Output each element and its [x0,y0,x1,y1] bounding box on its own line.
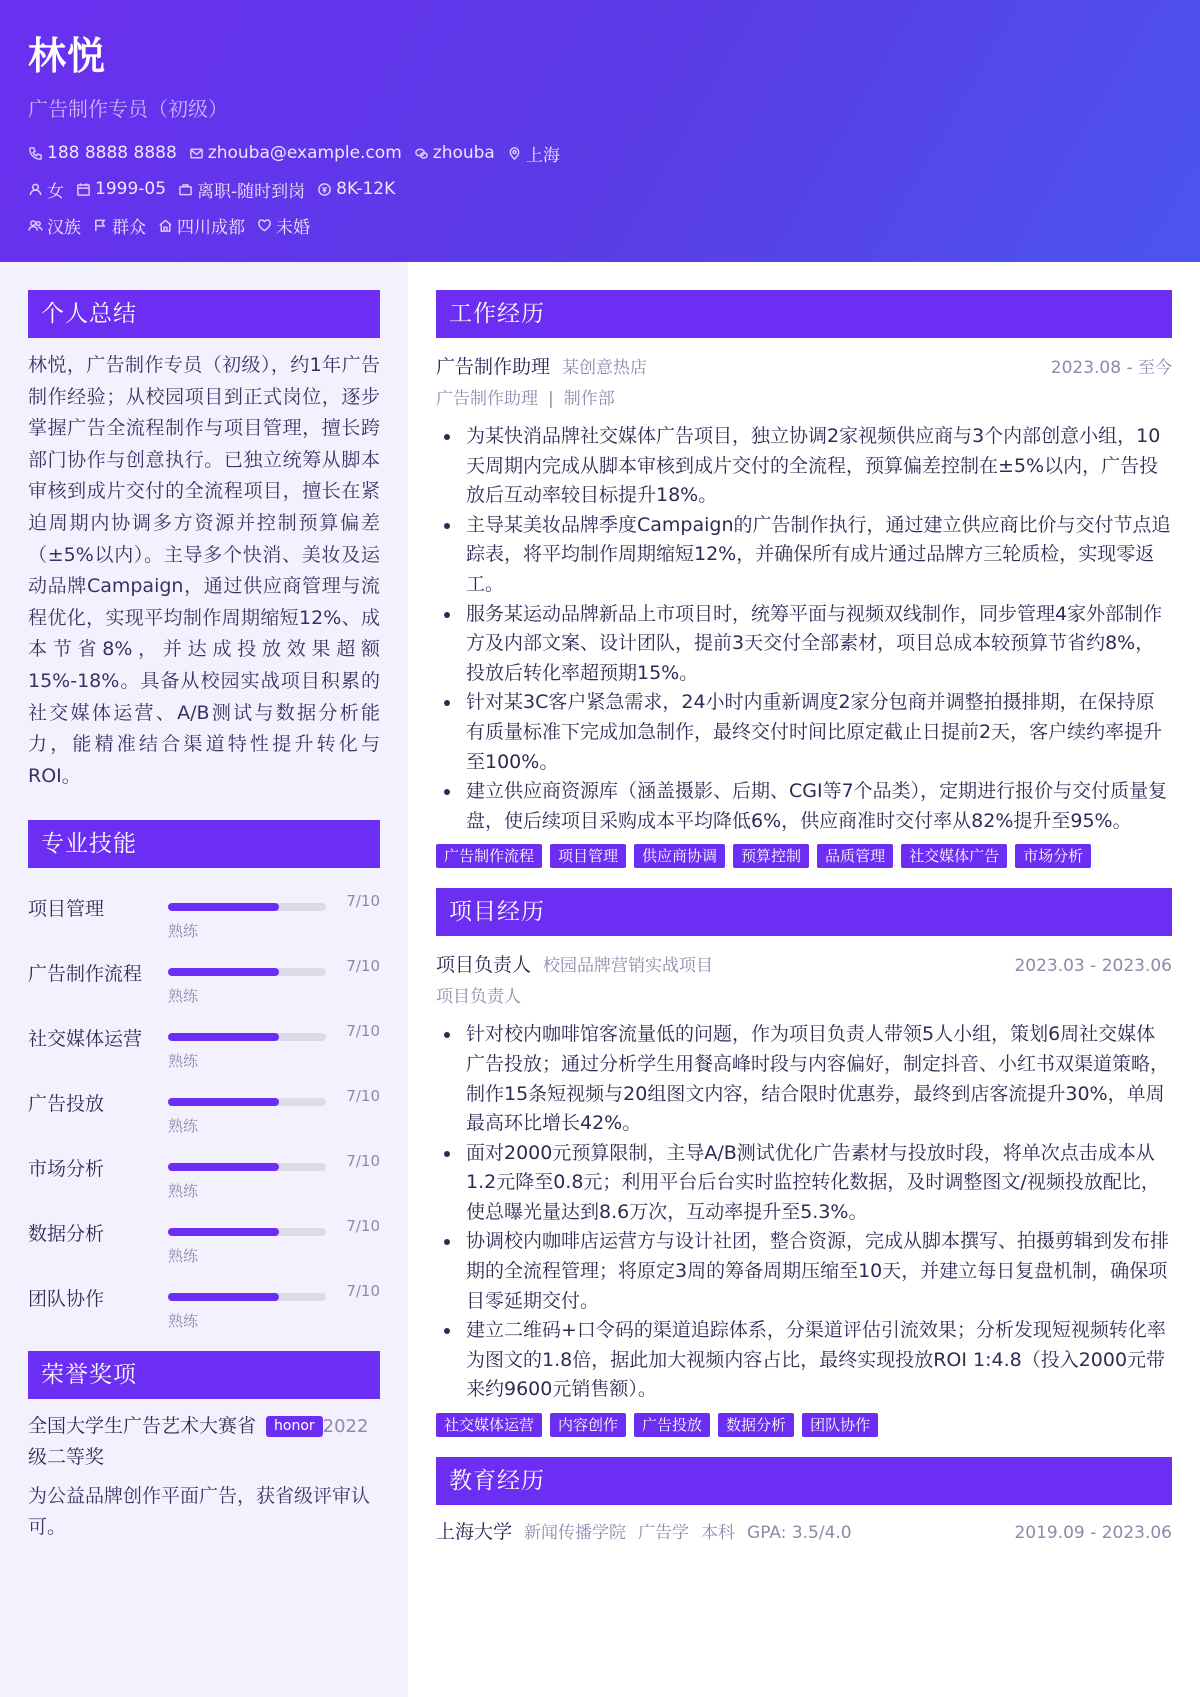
work-role: 广告制作助理 [436,356,551,378]
skill-tag: 社交媒体运营 [436,1413,542,1437]
honor-year: 2022 [322,1416,369,1438]
skill-bar [168,1228,326,1236]
marital-item [257,213,310,238]
list-item: 主导某美妆品牌季度Campaign的广告制作执行，通过建立供应商比价与交付节点追踪表，将平均制作周期缩短12%，并确保所有成片通过品牌方三轮质检，实现零返工。 [436,511,1172,600]
wechat-text: zhouba [432,143,495,163]
education-date: 2019.09 - 2023.06 [1014,1523,1172,1544]
user-icon [28,182,43,197]
city-text: 上海 [525,145,560,166]
phone-icon [28,146,43,161]
skill-bar [168,1293,326,1301]
gender-item [28,177,64,202]
heart-icon [257,218,272,233]
skill-name: 市场分析 [28,1158,105,1181]
skill-name: 数据分析 [28,1223,105,1246]
list-item: 建立供应商资源库（涵盖摄影、后期、CGI等7个品类），定期进行报价与交付质量复盘，使后续项目采购成本平均降低6%，供应商准时交付率从82%提升至95%。 [436,777,1172,836]
skill-level: 熟练 [168,1312,199,1331]
project-tags [436,1413,1172,1437]
skill-score: 7/10 [346,892,380,911]
salary-item [317,179,395,199]
work-subline [436,386,1172,412]
hometown-text: 四川成都 [177,217,245,238]
email-text: zhouba@example.com [207,143,402,163]
skill-score: 7/10 [346,1152,380,1171]
skills-section-title: 专业技能 [28,820,380,868]
skill-level: 熟练 [168,1117,199,1136]
resume-header [0,0,1200,262]
list-item: 协调校内咖啡店运营方与设计社团，整合资源，完成从脚本撰写、拍摄剪辑到发布排期的全流程管理；将原定3周的筹备周期压缩至10天，并建立每日复盘机制，确保项目零延期交付。 [436,1227,1172,1316]
skill-tag: 供应商协调 [634,844,725,868]
people-icon [28,218,43,233]
skill-item [28,886,380,951]
skill-name: 广告投放 [28,1093,105,1116]
skill-tag: 社交媒体广告 [901,844,1007,868]
list-item: 针对校内咖啡馆客流量低的问题，作为项目负责人带领5人小组，策划6周社交媒体广告投放；通过分析学生用餐高峰时段与内容偏好，制定抖音、小红书双渠道策略，制作15条短视频与20组图文内容，结合限时优惠券，最终到店客流提升30%，单周最高环比增长42%。 [436,1020,1172,1138]
honor-badge: honor [266,1416,323,1437]
education-row [436,1517,1172,1544]
honor-name-part1: 全国大学生广告艺术大赛省 [28,1415,257,1438]
skill-item [28,951,380,1016]
project-date: 2023.03 - 2023.06 [1014,956,1172,977]
skill-bar-fill [168,1163,279,1171]
wechat-item [414,143,495,163]
skill-score: 7/10 [346,957,380,976]
left-column [0,262,408,1697]
skill-tag: 广告投放 [634,1413,710,1437]
honor-name-part2: 级二等奖 [28,1446,105,1469]
salary-text: 8K-12K [336,179,396,199]
project-bullets [436,1020,1172,1405]
skill-bar [168,1098,326,1106]
list-item: 面对2000元预算限制，主导A/B测试优化广告素材与投放时段，将单次点击成本从1.2元降至0.8元；利用平台后台实时监控转化数据，及时调整图文/视频投放配比，使总曝光量达到8.6万次，互动率提升至5.3%。 [436,1139,1172,1228]
work-section-title: 工作经历 [436,290,1172,338]
summary-text: 林悦，广告制作专员（初级），约1年广告制作经验；从校园项目到正式岗位，逐步掌握广告全流程制作与项目管理，擅长跨部门协作与创意执行。已独立统筹从脚本审核到成片交付的全流程项目，擅长在紧迫周期内协调多方资源并控制预算偏差（±5%以内）。主导多个快消、美妆及运动品牌Campaign，通过供应商管理与流程优化，实现平均制作周期缩短12%、成本节省8%，并达成投放效果超额15%-18%。具备从校园实战项目积累的社交媒体运营、A/B测试与数据分析能力，能精准结合渠道特性提升转化与ROI。 [28,354,380,787]
honors-section-title: 荣誉奖项 [28,1351,380,1399]
birth-text: 1999-05 [95,179,167,199]
skill-tag: 市场分析 [1015,844,1091,868]
status-item [178,177,305,202]
skill-level: 熟练 [168,1247,199,1266]
summary-section-title: 个人总结 [28,290,380,338]
skill-bar-fill [168,1098,279,1106]
education-gpa: GPA: 3.5/4.0 [747,1523,852,1544]
hometown-item [158,213,245,238]
skills-list [28,886,380,1341]
project-name: 校园品牌营销实战项目 [543,956,714,977]
skill-level: 熟练 [168,922,199,941]
ethnicity-item [28,213,81,238]
skill-score: 7/10 [346,1217,380,1236]
skill-bar-fill [168,1033,279,1041]
salary-icon [317,182,332,197]
mail-icon [189,146,204,161]
work-company: 某创意热店 [562,358,648,378]
education-college: 新闻传播学院 [524,1523,627,1544]
skill-tag: 品质管理 [817,844,893,868]
skill-name: 团队协作 [28,1288,105,1311]
work-sub-separator: | [548,389,554,409]
skill-bar-fill [168,968,279,976]
project-role: 项目负责人 [436,954,532,977]
flag-icon [93,218,108,233]
contact-row [28,136,1172,170]
list-item: 建立二维码+口令码的渠道追踪体系，分渠道评估引流效果；分析发现短视频转化率为图文的1.8倍，据此加大视频内容占比，最终实现投放ROI 1:4.8（投入2000元带来约9600元销售额）。 [436,1316,1172,1405]
education-section-title: 教育经历 [436,1457,1172,1505]
work-sub-role: 广告制作助理 [436,389,538,409]
education-school: 上海大学 [436,1521,513,1544]
skill-tag: 内容创作 [550,1413,626,1437]
list-item: 服务某运动品牌新品上市项目时，统筹平面与视频双线制作，同步管理4家外部制作方及内部文案、设计团队，提前3天交付全部素材，项目总成本较预算节省约8%，投放后转化率超预期15%。 [436,600,1172,689]
birth-item [76,179,166,199]
skill-level: 熟练 [168,987,199,1006]
skill-level: 熟练 [168,1052,199,1071]
skill-name: 项目管理 [28,898,105,921]
wechat-icon [414,146,429,161]
profile-row [28,172,1172,206]
work-bullets [436,422,1172,836]
skill-tag: 团队协作 [802,1413,878,1437]
candidate-name: 林悦 [28,34,107,78]
project-subline: 项目负责人 [436,987,521,1008]
skill-item [28,1276,380,1341]
skill-bar-fill [168,903,279,911]
project-header [436,950,1172,980]
skill-tag: 广告制作流程 [436,844,542,868]
status-text: 离职-随时到岗 [197,181,306,202]
list-item: 为某快消品牌社交媒体广告项目，独立协调2家视频供应商与3个内部创意小组，10天周期内完成从脚本审核到成片交付的全流程，预算偏差控制在±5%以内，广告投放后互动率较目标提升18%。 [436,422,1172,511]
honor-name [28,1411,380,1473]
honor-description: 为公益品牌创作平面广告，获省级评审认可。 [28,1485,371,1539]
skill-level: 熟练 [168,1182,199,1201]
marital-text: 未婚 [276,217,310,238]
skill-bar-fill [168,1293,279,1301]
education-degree: 本科 [701,1523,736,1544]
personal-row [28,208,1172,242]
email-item [189,143,402,163]
skill-name: 社交媒体运营 [28,1028,143,1051]
skill-item [28,1016,380,1081]
skill-score: 7/10 [346,1087,380,1106]
phone-text: 188 8888 8888 [47,143,177,163]
skill-tag: 预算控制 [733,844,809,868]
work-tags [436,844,1172,868]
list-item: 针对某3C客户紧急需求，24小时内重新调度2家分包商并调整拍摄排期，在保持原有质量标准下完成加急制作，最终交付时间比原定截止日提前2天，客户续约率提升至100%。 [436,688,1172,777]
city-item [507,141,560,166]
work-header [436,352,1172,382]
skill-score: 7/10 [346,1022,380,1041]
briefcase-icon [178,182,193,197]
calendar-icon [76,182,91,197]
skill-tag: 数据分析 [718,1413,794,1437]
political-text: 群众 [112,217,146,238]
skill-item [28,1211,380,1276]
skill-name: 广告制作流程 [28,963,143,986]
skill-score: 7/10 [346,1282,380,1301]
gender-text: 女 [47,181,64,202]
skill-bar [168,1033,326,1041]
skill-bar-fill [168,1228,279,1236]
work-department: 制作部 [563,389,615,409]
skill-item [28,1146,380,1211]
right-column [408,262,1200,1697]
skill-bar [168,1163,326,1171]
phone-item [28,143,177,163]
education-major: 广告学 [638,1523,690,1544]
ethnicity-text: 汉族 [47,217,81,238]
skill-item [28,1081,380,1146]
skill-tag: 项目管理 [550,844,626,868]
skill-bar [168,903,326,911]
home-icon [158,218,173,233]
work-date: 2023.08 - 至今 [1050,358,1172,378]
candidate-title: 广告制作专员（初级） [28,97,228,121]
skill-bar [168,968,326,976]
political-item [93,213,146,238]
location-icon [507,146,522,161]
project-section-title: 项目经历 [436,888,1172,936]
